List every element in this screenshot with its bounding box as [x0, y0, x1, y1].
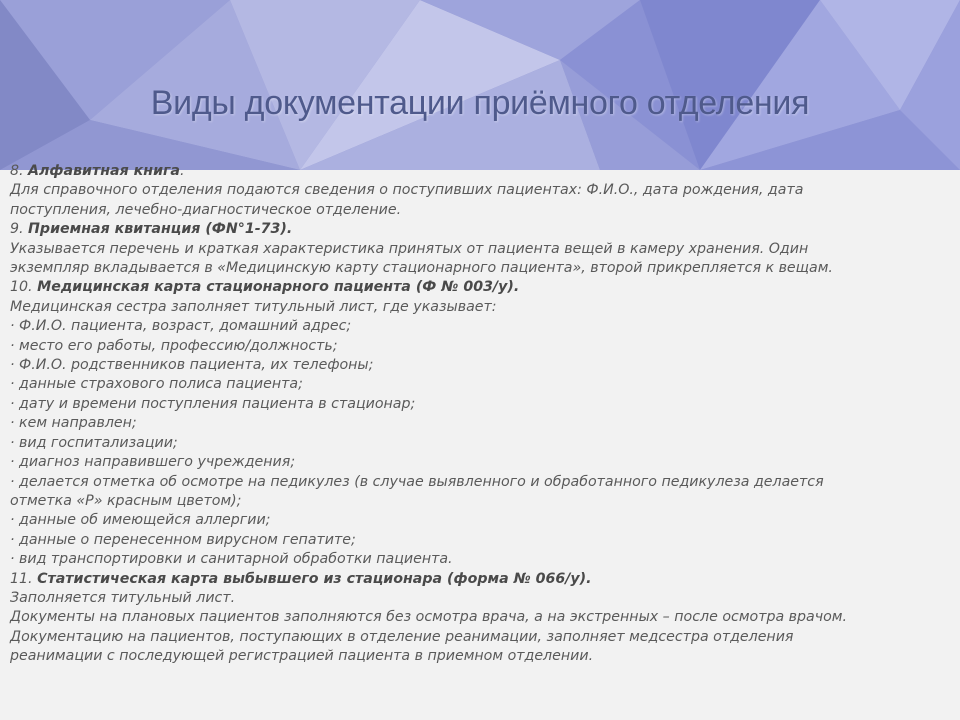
- text-line: реанимации с последующей регистрацией пациента в приемном отделении.: [10, 648, 594, 665]
- list-item: · место его работы, профессию/должность;: [10, 337, 338, 354]
- list-item: · диагноз направившего учреждения;: [10, 454, 296, 471]
- text-line: Для справочного отделения подаются сведения о поступивших пациентах: Ф.И.О., дата рождения, дата: [10, 182, 804, 199]
- list-item: · вид транспортировки и санитарной обработки пациента.: [10, 551, 453, 568]
- text-line: Медицинская сестра заполняет титульный лист, где указывает:: [10, 298, 497, 315]
- section-heading: 10. Медицинская карта стационарного пациента (Ф № 003/у).: [10, 279, 520, 296]
- list-item: · данные страхового полиса пациента;: [10, 376, 303, 393]
- list-item: отметка «Р» красным цветом);: [10, 492, 242, 509]
- section-heading: 9. Приемная квитанция (ФN°1-73).: [10, 221, 293, 238]
- section-statistical-card: [10, 570, 950, 667]
- section-alphabet-book: [10, 162, 950, 220]
- list-item: · вид госпитализации;: [10, 434, 178, 451]
- text-line: экземпляр вкладывается в «Медицинскую карту стационарного пациента», второй прикрепляется к вещам.: [10, 260, 833, 277]
- section-heading: 11. Статистическая карта выбывшего из стационара (форма № 066/у).: [10, 570, 592, 587]
- text-line: Заполняется титульный лист.: [10, 589, 236, 606]
- document-body: [10, 162, 950, 667]
- list-item: · Ф.И.О. родственников пациента, их телефоны;: [10, 357, 374, 374]
- list-item: · Ф.И.О. пациента, возраст, домашний адрес;: [10, 318, 352, 335]
- text-line: Указывается перечень и краткая характеристика принятых от пациента вещей в камеру хранения. Один: [10, 240, 809, 257]
- text-line: поступления, лечебно-диагностическое отделение.: [10, 201, 402, 218]
- slide-title: Виды документации приёмного отделения: [150, 84, 810, 122]
- section-medical-card: [10, 278, 950, 569]
- header-banner: [0, 0, 960, 170]
- list-item: · данные о перенесенном вирусном гепатите;: [10, 531, 356, 548]
- list-item: · кем направлен;: [10, 415, 137, 432]
- list-item: · дату и времени поступления пациента в стационар;: [10, 395, 416, 412]
- section-receipt: [10, 220, 950, 278]
- section-heading: 8. Алфавитная книга.: [10, 163, 185, 179]
- list-item: · делается отметка об осмотре на педикулез (в случае выявленного и обработанного педикулеза делается: [10, 473, 824, 490]
- text-line: Документацию на пациентов, поступающих в отделение реанимации, заполняет медсестра отделения: [10, 628, 794, 645]
- text-line: Документы на плановых пациентов заполняются без осмотра врача, а на экстренных – после осмотра врачом.: [10, 609, 848, 626]
- list-item: · данные об имеющейся аллергии;: [10, 512, 271, 529]
